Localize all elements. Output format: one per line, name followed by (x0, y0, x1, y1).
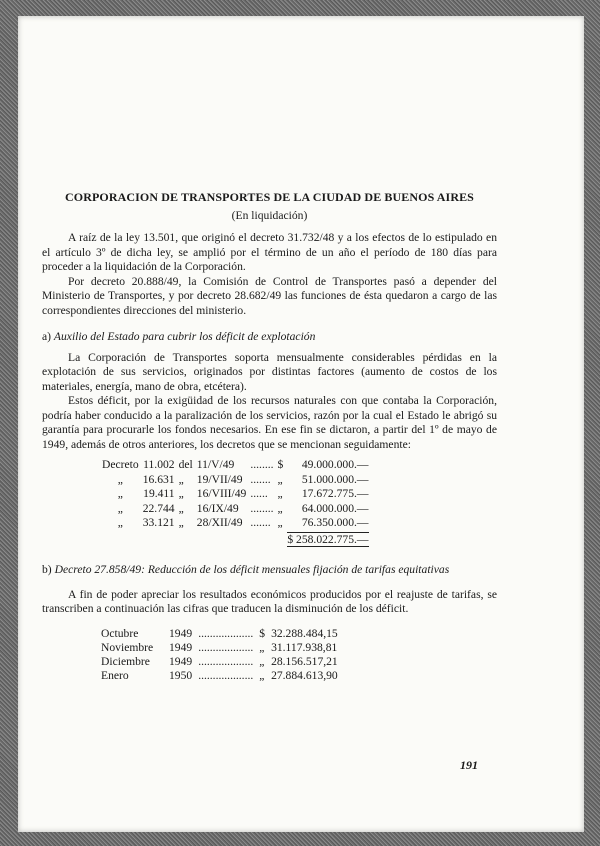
decree-date: 16/IX/49 (196, 501, 239, 515)
month-year: 1949 (169, 626, 193, 640)
decree-number: 19.411 (143, 487, 175, 500)
month-name: Enero (101, 668, 129, 682)
intro-paragraph-2: Por decreto 20.888/49, la Comisión de Control de Transportes pasó a depender del Ministerio de Transportes, y por decreto 28.682/49 las funciones de ésta quedaron a cargo de las correspondientes direcciones del ministerio. (42, 274, 497, 317)
decree-prefix: Decreto (102, 458, 139, 471)
decree-leader-dots: ....... (250, 516, 271, 529)
decree-date: 28/XII/49 (196, 516, 243, 529)
section-a-title: Auxilio del Estado para cubrir los déficit de explotación (53, 330, 316, 343)
decree-currency: „ (277, 487, 283, 500)
document-title: CORPORACION DE TRANSPORTES DE LA CIUDAD DE BUENOS AIRES (65, 190, 474, 204)
section-b-paragraph: A fin de poder apreciar los resultados económicos producidos por el reajuste de tarifas, se transcriben a continuación las cifras que traducen la disminución de los déficit. (42, 587, 497, 615)
decree-date: 11/V/49 (196, 458, 235, 471)
month-amount: 28.156.517,21 (271, 654, 338, 668)
month-row (98, 641, 341, 655)
decree-prefix: „ (117, 516, 123, 529)
section-b-heading (42, 563, 497, 578)
decree-separator: del (178, 458, 193, 471)
decree-separator: „ (178, 501, 184, 515)
section-a-paragraph-1: La Corporación de Transportes soporta mensualmente considerables pérdidas en la explotación de sus servicios, originados por distintas factores (aumento de costos de los materiales, energía, mano de obra, etcétera). (42, 350, 497, 393)
month-name: Octubre (101, 626, 139, 640)
month-row (98, 669, 341, 683)
decree-leader-dots: ....... (250, 472, 271, 486)
decrees-table (100, 458, 371, 547)
section-a-paragraph-2: Estos déficit, por la exigüidad de los recursos naturales con que contaba la Corporación, podría haber conducido a la paralización de los servicios, razón por la cual el Estado le abrigó su garantía para procurarle los fondos necesarios. En ese fin se dictaron, a partir del 1º de mayo de 1949, además de otros anteriores, los decretos que se mencionan seguidamente: (42, 394, 497, 451)
intro-paragraph-1: A raíz de la ley 13.501, que originó el decreto 31.732/48 y a los efectos de lo estipulado en el artículo 3º de dicha ley, se amplió por el término de un año el período de 180 días para proceder a la liquidación de la Corporación. (42, 231, 497, 273)
decree-separator: „ (178, 487, 184, 500)
month-year: 1949 (169, 640, 193, 654)
page-content (42, 190, 497, 683)
monthly-deficit-table (98, 627, 341, 683)
decree-amount: 49.000.000.— (301, 458, 369, 471)
decree-row (100, 487, 371, 502)
decree-amount: 17.672.775.— (301, 487, 369, 500)
decree-separator: „ (178, 516, 184, 529)
decree-number: 22.744 (142, 501, 175, 515)
month-year: 1949 (169, 654, 193, 668)
month-row (98, 627, 341, 641)
decree-amount: 64.000.000.— (301, 501, 369, 515)
decree-prefix: „ (117, 487, 123, 500)
decree-currency: $ (277, 458, 284, 471)
month-leader-dots: ................... (198, 654, 254, 668)
month-currency: $ (259, 626, 266, 640)
decree-currency: „ (277, 501, 283, 515)
page-number: 191 (460, 758, 478, 772)
month-currency: „ (259, 654, 265, 668)
decree-date: 19/VII/49 (196, 472, 243, 486)
month-row (98, 655, 341, 669)
month-leader-dots: ................... (198, 668, 254, 682)
month-amount: 31.117.938,81 (271, 640, 338, 654)
decree-date: 16/VIII/49 (196, 487, 247, 500)
month-name: Diciembre (101, 654, 150, 668)
decree-row (100, 458, 371, 473)
decree-number: 16.631 (142, 472, 175, 486)
month-name: Noviembre (101, 640, 154, 654)
section-a-marker: a) (42, 330, 52, 343)
decree-row (100, 502, 371, 517)
decree-number: 33.121 (142, 516, 175, 529)
month-currency: „ (259, 668, 265, 682)
section-b-marker: b) (42, 563, 52, 576)
decree-prefix: „ (117, 501, 123, 515)
month-year: 1950 (169, 668, 193, 682)
month-leader-dots: ................... (198, 640, 254, 654)
decree-row (100, 473, 371, 488)
decree-leader-dots: ........ (250, 458, 274, 471)
month-leader-dots: ................... (198, 626, 254, 640)
decree-prefix: „ (117, 472, 123, 486)
decree-amount: 76.350.000.— (301, 516, 369, 529)
decree-leader-dots: ...... (250, 487, 268, 500)
decree-number: 11.002 (143, 458, 175, 471)
document-subtitle: (En liquidación) (231, 208, 308, 222)
decree-leader-dots: ........ (250, 501, 274, 515)
month-amount: 32.288.484,15 (271, 626, 338, 640)
decree-row (100, 516, 371, 531)
decree-amount: 51.000.000.— (301, 472, 369, 486)
decrees-total-row (100, 531, 371, 548)
section-a-heading (42, 330, 497, 345)
month-currency: „ (259, 640, 265, 654)
month-amount: 27.884.613,90 (271, 668, 338, 682)
decree-currency: „ (277, 472, 283, 486)
decrees-total: $ 258.022.775.— (287, 532, 369, 546)
decree-currency: „ (277, 516, 283, 529)
section-b-title: Decreto 27.858/49: Reducción de los déficit mensuales fijación de tarifas equitativas (54, 563, 450, 576)
decree-separator: „ (178, 472, 184, 486)
